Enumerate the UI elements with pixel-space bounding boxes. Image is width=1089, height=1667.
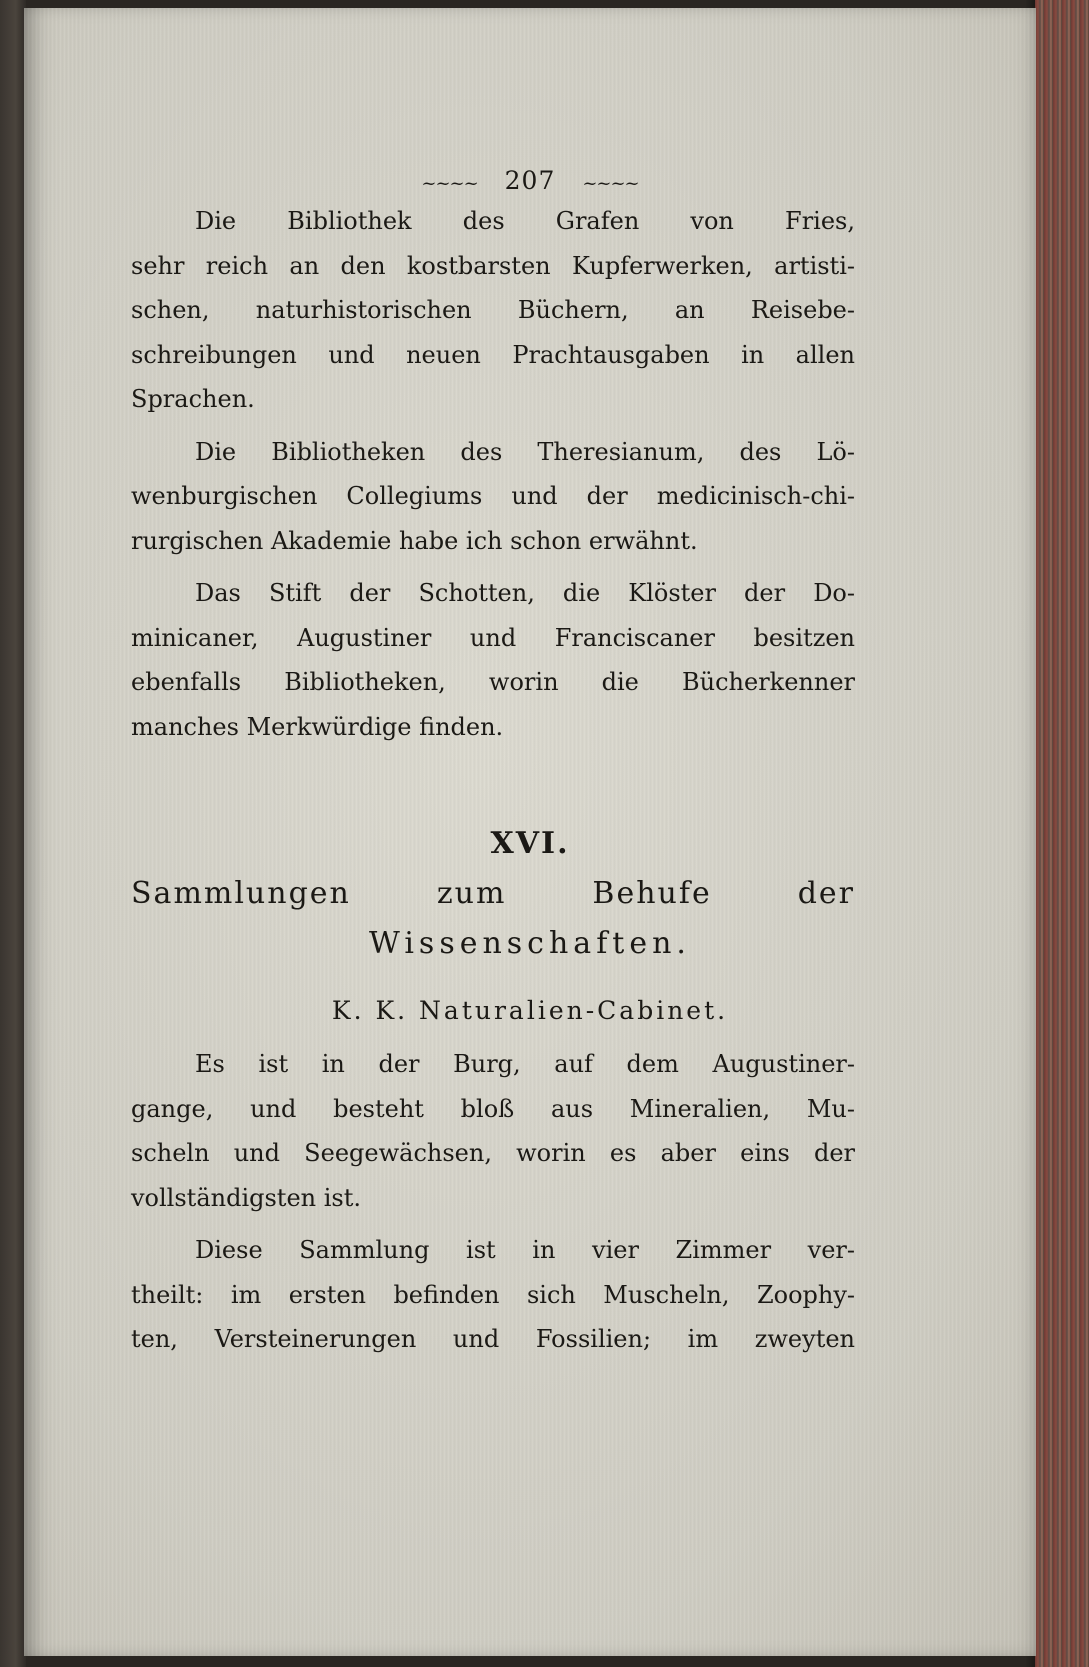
paragraph xyxy=(131,430,855,564)
page-number: 207 xyxy=(504,166,556,195)
text-line: wenburgischen Collegiums und der medicinisch-chi- xyxy=(131,482,855,510)
paragraph xyxy=(131,1042,855,1220)
text-line: schen, naturhistorischen Büchern, an Reisebe- xyxy=(131,296,855,324)
text-line: theilt: im ersten befinden sich Muscheln, Zoophy- xyxy=(131,1280,855,1309)
text-line: Die Bibliothek des Grafen von Fries, xyxy=(195,207,855,235)
text-line: sehr reich an den kostbarsten Kupferwerken, artisti- xyxy=(131,251,855,280)
text-line: ten, Versteinerungen und Fossilien; im zweyten xyxy=(131,1325,855,1353)
header-ornament-right: ~~~~ xyxy=(582,173,639,194)
text-line: gange, und besteht bloß aus Mineralien, Mu- xyxy=(131,1094,855,1123)
text-line: Das Stift der Schotten, die Klöster der Do- xyxy=(195,579,855,607)
text-line: Die Bibliotheken des Theresianum, des Lö- xyxy=(195,437,855,466)
text-line: manches Merkwürdige finden. xyxy=(131,712,504,741)
text-line: minicaner, Augustiner und Franciscaner besitzen xyxy=(131,623,855,652)
text-line: Diese Sammlung ist in vier Zimmer ver- xyxy=(195,1236,855,1264)
text-block-libraries xyxy=(131,199,855,757)
text-line: ebenfalls Bibliotheken, worin die Bücherkenner xyxy=(131,668,855,696)
text-line: Es ist in der Burg, auf dem Augustiner- xyxy=(195,1050,855,1078)
paragraph xyxy=(131,199,855,422)
text-line: vollständigsten ist. xyxy=(131,1183,362,1212)
section-number: XVI. xyxy=(490,826,570,861)
binding-edge-left xyxy=(0,0,26,1667)
section-subtitle: K. K. Naturalien-Cabinet. xyxy=(331,996,729,1025)
text-block-cabinet xyxy=(131,1042,855,1370)
paragraph xyxy=(131,1228,855,1362)
section-title-line-1: Sammlungen zum Behufe der xyxy=(131,876,855,911)
text-line: rurgischen Akademie habe ich schon erwähnt. xyxy=(131,526,698,555)
section-title-line-2: Wissenschaften. xyxy=(369,926,691,961)
text-line: Sprachen. xyxy=(131,385,255,413)
book-page xyxy=(24,8,1036,1656)
running-header xyxy=(24,166,1036,195)
paragraph xyxy=(131,571,855,749)
header-ornament-left: ~~~~ xyxy=(421,173,478,194)
text-line: scheln und Seegewächsen, worin es aber eins der xyxy=(131,1139,855,1167)
page-edges-right xyxy=(1035,0,1089,1667)
text-line: schreibungen und neuen Prachtausgaben in allen xyxy=(131,340,855,369)
